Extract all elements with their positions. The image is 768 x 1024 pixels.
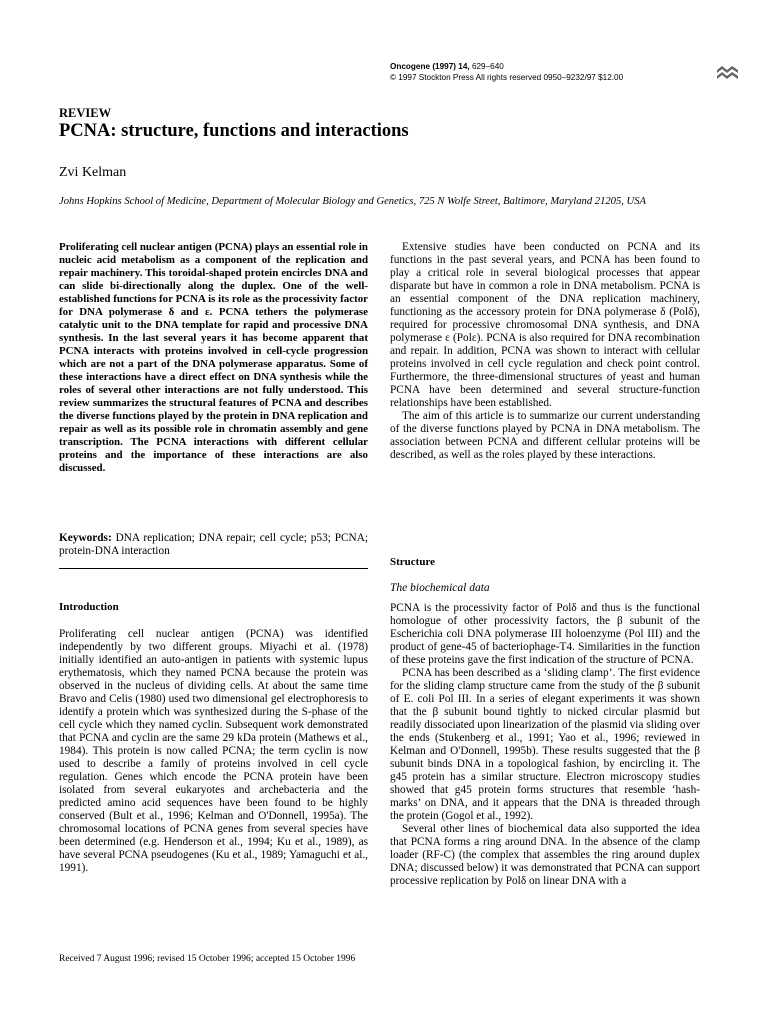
introduction-body: [59, 628, 368, 875]
paragraph: PCNA is the processivity factor of Polδ and thus is the functional homologue of other processivity factors, the β subunit of the Escherichia coli DNA polymerase III holoenzyme (Pol III) and the product of gene-45 of bacteriophage-T4. Similarities in the function of these proteins gave the first indication of the structure of PCNA.: [390, 602, 700, 666]
divider: [59, 568, 368, 569]
article-title: PCNA: structure, functions and interactions: [59, 121, 409, 141]
paragraph: Several other lines of biochemical data also supported the idea that PCNA forms a ring around DNA. In the absence of the clamp loader (RF-C) (the complex that assembles the ring around duplex DNA; discussed below) it was demonstrated that PCNA can support processive replication by Polδ on linear DNA with a: [390, 823, 700, 887]
right-column-intro: [390, 241, 700, 462]
author-name: Zvi Kelman: [59, 165, 127, 180]
journal-name: Oncogene: [390, 62, 431, 71]
publisher-logo-icon: [716, 64, 740, 82]
paragraph: PCNA has been described as a ‘sliding clamp’. The first evidence for the sliding clamp structure came from the study of the β subunit of E. coli Pol III. In a series of elegant experiments it was shown that the β subunit bound tightly to nicked circular plasmid but readily dissociated upon linearization of the plasmid via sliding over the ends (Stukenberg et al., 1991; Yao et al., 1996; reviewed in Kelman and O'Donnell, 1995b). These results suggested that the β subunit binds DNA in a topological fashion, by encircling it. The g45 protein has a similar structure. Electron microscopy studies showed that g45 protein forms structures that resemble ‘hash-marks’ on DNA, and it appears that the DNA is threaded through the protein (Gogol et al., 1992).: [390, 667, 700, 822]
section-label: REVIEW: [59, 106, 112, 120]
journal-citation: [390, 61, 623, 83]
paragraph: Extensive studies have been conducted on PCNA and its functions in the past several years, and PCNA has been found to play a critical role in several biological processes that appear disparate but have in common a role in DNA metabolism. PCNA is an essential component of the DNA replication machinery, functioning as the accessory protein for DNA polymerase δ (Polδ), required for processive chromosomal DNA synthesis, and DNA polymerase ε (Polε). PCNA is also required for DNA recombination and repair. In addition, PCNA was shown to interact with cellular proteins involved in cell cycle regulation and check point control. Furthermore, the three-dimensional structures of yeast and human PCNA have been determined and several structure-function relationships have been established.: [390, 241, 700, 409]
paragraph: The aim of this article is to summarize our current understanding of the diverse functions played by PCNA in DNA metabolism. The association between PCNA and different cellular proteins will be described, as well as the roles played by these interactions.: [390, 410, 700, 461]
keywords-text: DNA replication; DNA repair; cell cycle; p53; PCNA; protein-DNA interaction: [59, 532, 369, 557]
received-dates: Received 7 August 1996; revised 15 October 1996; accepted 15 October 1996: [59, 954, 356, 964]
introduction-heading: Introduction: [59, 601, 119, 613]
author-affiliation: Johns Hopkins School of Medicine, Department of Molecular Biology and Genetics, 725 N Wolfe Street, Baltimore, Maryland 21205, USA: [59, 196, 646, 207]
keywords-label: Keywords:: [59, 532, 112, 544]
keywords: [59, 532, 368, 558]
journal-pages: 629–640: [471, 62, 504, 71]
abstract: [59, 241, 368, 475]
abstract-text: Proliferating cell nuclear antigen (PCNA) plays an essential role in nucleic acid metabolism as a component of the replication and repair machinery. This toroidal-shaped protein encircles DNA and can slide bi-directionally along the duplex. One of the well-established functions for PCNA is its role as the processivity factor for DNA polymerase δ and ε. PCNA tethers the polymerase catalytic unit to the DNA template for rapid and processive DNA synthesis. In the last several years it has become apparent that PCNA interacts with proteins involved in cell-cycle progression which are not a part of the DNA polymerase apparatus. Some of these interactions have a direct effect on DNA synthesis while the roles of several other interactions are not fully understood. This review summarizes the structural features of PCNA and describes the diverse functions played by the protein in DNA replication and repair as well as its possible role in chromatin assembly and gene transcription. The PCNA interactions with different cellular proteins and the importance of these interactions are also discussed.: [59, 241, 368, 474]
journal-volume: (1997) 14,: [432, 62, 470, 71]
structure-heading: Structure: [390, 556, 436, 568]
introduction-text: Proliferating cell nuclear antigen (PCNA) was identified independently by two different groups. Miyachi et al. (1978) initially identified an auto-antigen in patients with systemic lupus erythematosis, which they named PCNA because the protein was observed in the nucleus of dividing cells. At about the same time Bravo and Celis (1980) used two dimensional gel electrophoresis to identify a protein which was synthesized during the S-phase of the cell cycle which they named cyclin. Subsequent work demonstrated that PCNA and cyclin are the same 29 kDa protein (Mathews et al., 1984). This protein is now called PCNA; the term cyclin is now used to describe a family of proteins involved in cell cycle regulation. Genes which encode the PCNA protein have been isolated from several eukaryotes and archebacteria and the predicted amino acid sequences have been found to be highly conserved (Bult et al., 1996; Kelman and O'Donnell, 1995a). The chromosomal locations of PCNA genes from several species have been determined (e.g. Henderson et al., 1994; Ku et al., 1989), as have several PCNA pseudogenes (Ku et al., 1989; Yamaguchi et al., 1991).: [59, 628, 368, 874]
structure-body: [390, 602, 700, 888]
subsection-heading: The biochemical data: [390, 582, 490, 594]
copyright-line: © 1997 Stockton Press All rights reserved 0950–9232/97 $12.00: [390, 73, 624, 82]
